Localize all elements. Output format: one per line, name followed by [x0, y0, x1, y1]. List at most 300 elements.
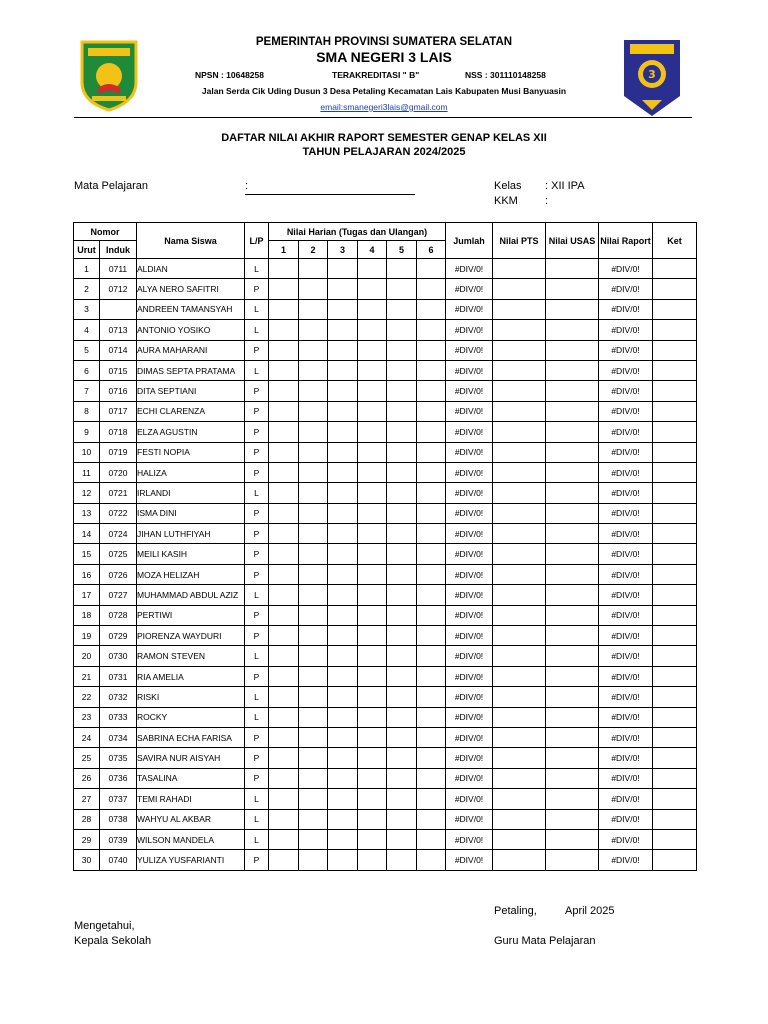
cell-harian-6[interactable] [417, 259, 446, 279]
cell-harian-6[interactable] [417, 850, 446, 870]
cell-nama: WILSON MANDELA [137, 829, 245, 849]
cell-harian-1[interactable] [269, 564, 299, 584]
cell-harian-1[interactable] [269, 789, 299, 809]
cell-harian-6[interactable] [417, 646, 446, 666]
cell-harian-3[interactable] [328, 299, 358, 319]
cell-harian-1[interactable] [269, 666, 299, 686]
cell-harian-3[interactable] [328, 524, 358, 544]
cell-urut: 9 [74, 422, 100, 442]
cell-harian-6[interactable] [417, 666, 446, 686]
cell-harian-1[interactable] [269, 483, 299, 503]
cell-harian-5[interactable] [387, 279, 417, 299]
cell-harian-4[interactable] [358, 727, 387, 747]
header-usas: Nilai USAS [546, 223, 599, 259]
cell-usas[interactable] [546, 503, 599, 523]
cell-harian-4[interactable] [358, 422, 387, 442]
cell-raport: #DIV/0! [599, 646, 653, 666]
cell-harian-3[interactable] [328, 320, 358, 340]
cell-ket[interactable] [653, 279, 697, 299]
cell-harian-2[interactable] [299, 748, 328, 768]
cell-pts[interactable] [493, 666, 546, 686]
school-address: Jalan Serda Cik Uding Dusun 3 Desa Petaling Kecamatan Lais Kabupaten Musi Banyuasin [201, 86, 567, 96]
cell-nama: RIA AMELIA [137, 666, 245, 686]
cell-usas[interactable] [546, 279, 599, 299]
cell-ket[interactable] [653, 768, 697, 788]
cell-harian-6[interactable] [417, 809, 446, 829]
cell-harian-6[interactable] [417, 727, 446, 747]
cell-harian-4[interactable] [358, 299, 387, 319]
cell-harian-3[interactable] [328, 809, 358, 829]
cell-harian-1[interactable] [269, 524, 299, 544]
cell-harian-2[interactable] [299, 483, 328, 503]
cell-harian-2[interactable] [299, 259, 328, 279]
cell-harian-6[interactable] [417, 707, 446, 727]
cell-harian-1[interactable] [269, 442, 299, 462]
cell-jumlah: #DIV/0! [446, 422, 493, 442]
cell-usas[interactable] [546, 809, 599, 829]
cell-pts[interactable] [493, 259, 546, 279]
cell-harian-2[interactable] [299, 524, 328, 544]
cell-ket[interactable] [653, 727, 697, 747]
cell-harian-3[interactable] [328, 483, 358, 503]
school-email[interactable]: email:smanegeri3lais@gmail.com [320, 102, 448, 112]
cell-harian-1[interactable] [269, 462, 299, 482]
cell-harian-5[interactable] [387, 442, 417, 462]
cell-usas[interactable] [546, 564, 599, 584]
cell-ket[interactable] [653, 360, 697, 380]
cell-usas[interactable] [546, 646, 599, 666]
cell-usas[interactable] [546, 299, 599, 319]
cell-harian-3[interactable] [328, 360, 358, 380]
cell-harian-5[interactable] [387, 483, 417, 503]
cell-ket[interactable] [653, 299, 697, 319]
cell-harian-6[interactable] [417, 524, 446, 544]
cell-harian-5[interactable] [387, 340, 417, 360]
cell-pts[interactable] [493, 646, 546, 666]
cell-urut: 23 [74, 707, 100, 727]
cell-pts[interactable] [493, 483, 546, 503]
cell-usas[interactable] [546, 360, 599, 380]
cell-harian-1[interactable] [269, 299, 299, 319]
cell-usas[interactable] [546, 524, 599, 544]
cell-harian-5[interactable] [387, 381, 417, 401]
cell-harian-2[interactable] [299, 401, 328, 421]
cell-harian-1[interactable] [269, 809, 299, 829]
cell-harian-5[interactable] [387, 259, 417, 279]
cell-harian-6[interactable] [417, 340, 446, 360]
cell-harian-5[interactable] [387, 299, 417, 319]
cell-harian-4[interactable] [358, 809, 387, 829]
cell-harian-3[interactable] [328, 789, 358, 809]
cell-pts[interactable] [493, 462, 546, 482]
cell-harian-6[interactable] [417, 564, 446, 584]
cell-usas[interactable] [546, 544, 599, 564]
cell-harian-2[interactable] [299, 564, 328, 584]
cell-harian-1[interactable] [269, 279, 299, 299]
table-row [74, 259, 697, 279]
cell-pts[interactable] [493, 299, 546, 319]
cell-ket[interactable] [653, 524, 697, 544]
cell-harian-6[interactable] [417, 299, 446, 319]
cell-ket[interactable] [653, 626, 697, 646]
cell-harian-1[interactable] [269, 381, 299, 401]
cell-harian-6[interactable] [417, 585, 446, 605]
cell-harian-5[interactable] [387, 524, 417, 544]
cell-harian-2[interactable] [299, 809, 328, 829]
cell-harian-5[interactable] [387, 707, 417, 727]
cell-harian-4[interactable] [358, 544, 387, 564]
cell-harian-2[interactable] [299, 707, 328, 727]
cell-harian-2[interactable] [299, 503, 328, 523]
cell-usas[interactable] [546, 401, 599, 421]
cell-harian-4[interactable] [358, 850, 387, 870]
cell-harian-5[interactable] [387, 585, 417, 605]
cell-harian-4[interactable] [358, 666, 387, 686]
cell-ket[interactable] [653, 259, 697, 279]
cell-harian-3[interactable] [328, 768, 358, 788]
cell-harian-3[interactable] [328, 605, 358, 625]
cell-harian-6[interactable] [417, 320, 446, 340]
cell-harian-2[interactable] [299, 279, 328, 299]
cell-ket[interactable] [653, 401, 697, 421]
cell-ket[interactable] [653, 829, 697, 849]
cell-harian-3[interactable] [328, 503, 358, 523]
cell-raport: #DIV/0! [599, 809, 653, 829]
cell-harian-3[interactable] [328, 850, 358, 870]
cell-harian-1[interactable] [269, 829, 299, 849]
cell-usas[interactable] [546, 442, 599, 462]
cell-harian-6[interactable] [417, 422, 446, 442]
cell-ket[interactable] [653, 585, 697, 605]
cell-harian-1[interactable] [269, 422, 299, 442]
cell-pts[interactable] [493, 279, 546, 299]
cell-harian-2[interactable] [299, 646, 328, 666]
cell-harian-3[interactable] [328, 259, 358, 279]
cell-pts[interactable] [493, 748, 546, 768]
cell-harian-5[interactable] [387, 809, 417, 829]
cell-harian-6[interactable] [417, 768, 446, 788]
cell-harian-3[interactable] [328, 442, 358, 462]
cell-harian-5[interactable] [387, 360, 417, 380]
cell-usas[interactable] [546, 340, 599, 360]
cell-harian-3[interactable] [328, 279, 358, 299]
cell-harian-3[interactable] [328, 666, 358, 686]
cell-pts[interactable] [493, 503, 546, 523]
cell-harian-1[interactable] [269, 503, 299, 523]
cell-harian-5[interactable] [387, 503, 417, 523]
cell-ket[interactable] [653, 462, 697, 482]
cell-harian-2[interactable] [299, 442, 328, 462]
cell-harian-4[interactable] [358, 462, 387, 482]
cell-harian-3[interactable] [328, 422, 358, 442]
table-row [74, 748, 697, 768]
cell-induk: 0714 [100, 340, 137, 360]
cell-harian-6[interactable] [417, 626, 446, 646]
cell-harian-3[interactable] [328, 401, 358, 421]
cell-usas[interactable] [546, 707, 599, 727]
cell-pts[interactable] [493, 544, 546, 564]
cell-pts[interactable] [493, 687, 546, 707]
cell-lp: P [245, 727, 269, 747]
cell-harian-4[interactable] [358, 687, 387, 707]
cell-ket[interactable] [653, 789, 697, 809]
cell-urut: 4 [74, 320, 100, 340]
cell-harian-3[interactable] [328, 748, 358, 768]
cell-harian-2[interactable] [299, 544, 328, 564]
cell-harian-3[interactable] [328, 462, 358, 482]
cell-harian-4[interactable] [358, 483, 387, 503]
cell-harian-4[interactable] [358, 340, 387, 360]
cell-harian-3[interactable] [328, 727, 358, 747]
cell-ket[interactable] [653, 503, 697, 523]
cell-harian-5[interactable] [387, 401, 417, 421]
cell-harian-4[interactable] [358, 320, 387, 340]
svg-text:3: 3 [648, 68, 656, 81]
cell-raport: #DIV/0! [599, 544, 653, 564]
cell-harian-2[interactable] [299, 850, 328, 870]
cell-ket[interactable] [653, 381, 697, 401]
cell-lp: L [245, 320, 269, 340]
cell-harian-6[interactable] [417, 401, 446, 421]
cell-harian-5[interactable] [387, 727, 417, 747]
cell-pts[interactable] [493, 626, 546, 646]
cell-harian-5[interactable] [387, 626, 417, 646]
cell-harian-5[interactable] [387, 829, 417, 849]
cell-harian-1[interactable] [269, 259, 299, 279]
cell-ket[interactable] [653, 748, 697, 768]
cell-pts[interactable] [493, 605, 546, 625]
cell-pts[interactable] [493, 340, 546, 360]
cell-ket[interactable] [653, 340, 697, 360]
cell-harian-5[interactable] [387, 789, 417, 809]
cell-raport: #DIV/0! [599, 829, 653, 849]
cell-harian-6[interactable] [417, 789, 446, 809]
cell-harian-4[interactable] [358, 789, 387, 809]
cell-harian-2[interactable] [299, 585, 328, 605]
cell-pts[interactable] [493, 564, 546, 584]
cell-harian-5[interactable] [387, 666, 417, 686]
cell-ket[interactable] [653, 564, 697, 584]
cell-harian-1[interactable] [269, 687, 299, 707]
cell-harian-4[interactable] [358, 524, 387, 544]
cell-ket[interactable] [653, 544, 697, 564]
cell-harian-6[interactable] [417, 483, 446, 503]
cell-harian-6[interactable] [417, 462, 446, 482]
cell-harian-4[interactable] [358, 442, 387, 462]
cell-ket[interactable] [653, 646, 697, 666]
header-nomor: Nomor [74, 223, 137, 241]
cell-harian-3[interactable] [328, 381, 358, 401]
cell-harian-4[interactable] [358, 360, 387, 380]
cell-harian-3[interactable] [328, 626, 358, 646]
cell-harian-4[interactable] [358, 768, 387, 788]
cell-usas[interactable] [546, 666, 599, 686]
cell-harian-2[interactable] [299, 789, 328, 809]
header-pts: Nilai PTS [493, 223, 546, 259]
cell-pts[interactable] [493, 850, 546, 870]
cell-harian-3[interactable] [328, 646, 358, 666]
cell-harian-1[interactable] [269, 585, 299, 605]
cell-harian-4[interactable] [358, 646, 387, 666]
cell-harian-2[interactable] [299, 360, 328, 380]
cell-usas[interactable] [546, 320, 599, 340]
cell-harian-4[interactable] [358, 564, 387, 584]
cell-harian-2[interactable] [299, 687, 328, 707]
cell-usas[interactable] [546, 850, 599, 870]
cell-harian-2[interactable] [299, 299, 328, 319]
cell-harian-1[interactable] [269, 727, 299, 747]
cell-usas[interactable] [546, 748, 599, 768]
header-raport: Nilai Raport [599, 223, 653, 259]
cell-harian-4[interactable] [358, 585, 387, 605]
cell-harian-1[interactable] [269, 544, 299, 564]
cell-ket[interactable] [653, 422, 697, 442]
cell-harian-4[interactable] [358, 381, 387, 401]
cell-harian-3[interactable] [328, 564, 358, 584]
subject-field[interactable] [245, 180, 415, 195]
cell-ket[interactable] [653, 687, 697, 707]
cell-harian-5[interactable] [387, 687, 417, 707]
cell-harian-6[interactable] [417, 544, 446, 564]
cell-harian-5[interactable] [387, 748, 417, 768]
cell-harian-1[interactable] [269, 401, 299, 421]
cell-pts[interactable] [493, 707, 546, 727]
cell-ket[interactable] [653, 483, 697, 503]
cell-harian-4[interactable] [358, 401, 387, 421]
cell-ket[interactable] [653, 809, 697, 829]
cell-harian-4[interactable] [358, 748, 387, 768]
cell-harian-3[interactable] [328, 585, 358, 605]
cell-harian-4[interactable] [358, 279, 387, 299]
cell-pts[interactable] [493, 524, 546, 544]
cell-harian-6[interactable] [417, 279, 446, 299]
cell-ket[interactable] [653, 442, 697, 462]
cell-pts[interactable] [493, 829, 546, 849]
cell-harian-2[interactable] [299, 462, 328, 482]
cell-harian-4[interactable] [358, 259, 387, 279]
cell-harian-5[interactable] [387, 544, 417, 564]
cell-harian-3[interactable] [328, 707, 358, 727]
cell-usas[interactable] [546, 462, 599, 482]
cell-harian-2[interactable] [299, 320, 328, 340]
cell-harian-1[interactable] [269, 340, 299, 360]
cell-harian-6[interactable] [417, 829, 446, 849]
cell-usas[interactable] [546, 483, 599, 503]
cell-raport: #DIV/0! [599, 748, 653, 768]
cell-ket[interactable] [653, 707, 697, 727]
cell-harian-3[interactable] [328, 544, 358, 564]
cell-harian-1[interactable] [269, 768, 299, 788]
cell-harian-1[interactable] [269, 748, 299, 768]
cell-pts[interactable] [493, 320, 546, 340]
cell-usas[interactable] [546, 381, 599, 401]
cell-harian-5[interactable] [387, 850, 417, 870]
cell-usas[interactable] [546, 422, 599, 442]
cell-pts[interactable] [493, 381, 546, 401]
cell-ket[interactable] [653, 666, 697, 686]
cell-harian-6[interactable] [417, 442, 446, 462]
cell-usas[interactable] [546, 585, 599, 605]
cell-pts[interactable] [493, 401, 546, 421]
cell-harian-3[interactable] [328, 829, 358, 849]
cell-harian-3[interactable] [328, 340, 358, 360]
cell-harian-4[interactable] [358, 829, 387, 849]
table-row [74, 687, 697, 707]
cell-harian-6[interactable] [417, 687, 446, 707]
cell-harian-6[interactable] [417, 605, 446, 625]
cell-harian-1[interactable] [269, 707, 299, 727]
cell-harian-6[interactable] [417, 360, 446, 380]
cell-usas[interactable] [546, 687, 599, 707]
cell-usas[interactable] [546, 829, 599, 849]
cell-harian-4[interactable] [358, 605, 387, 625]
cell-harian-5[interactable] [387, 320, 417, 340]
cell-pts[interactable] [493, 768, 546, 788]
cell-pts[interactable] [493, 422, 546, 442]
cell-harian-1[interactable] [269, 626, 299, 646]
cell-harian-5[interactable] [387, 646, 417, 666]
cell-usas[interactable] [546, 626, 599, 646]
cell-harian-2[interactable] [299, 768, 328, 788]
cell-harian-1[interactable] [269, 646, 299, 666]
cell-harian-6[interactable] [417, 748, 446, 768]
cell-harian-3[interactable] [328, 687, 358, 707]
cell-harian-2[interactable] [299, 381, 328, 401]
cell-harian-5[interactable] [387, 422, 417, 442]
cell-harian-5[interactable] [387, 462, 417, 482]
cell-harian-5[interactable] [387, 605, 417, 625]
cell-harian-5[interactable] [387, 768, 417, 788]
cell-harian-1[interactable] [269, 360, 299, 380]
cell-harian-2[interactable] [299, 626, 328, 646]
cell-harian-1[interactable] [269, 320, 299, 340]
cell-harian-6[interactable] [417, 381, 446, 401]
cell-pts[interactable] [493, 360, 546, 380]
cell-jumlah: #DIV/0! [446, 687, 493, 707]
cell-pts[interactable] [493, 442, 546, 462]
cell-pts[interactable] [493, 727, 546, 747]
cell-usas[interactable] [546, 259, 599, 279]
cell-harian-2[interactable] [299, 422, 328, 442]
sign-place: Petaling, [494, 905, 537, 917]
cell-nama: PIORENZA WAYDURI [137, 626, 245, 646]
cell-usas[interactable] [546, 727, 599, 747]
cell-harian-2[interactable] [299, 605, 328, 625]
cell-harian-5[interactable] [387, 564, 417, 584]
cell-harian-2[interactable] [299, 829, 328, 849]
cell-harian-4[interactable] [358, 707, 387, 727]
cell-pts[interactable] [493, 809, 546, 829]
cell-pts[interactable] [493, 585, 546, 605]
cell-harian-4[interactable] [358, 626, 387, 646]
cell-harian-1[interactable] [269, 605, 299, 625]
table-row [74, 320, 697, 340]
cell-harian-1[interactable] [269, 850, 299, 870]
cell-ket[interactable] [653, 850, 697, 870]
cell-usas[interactable] [546, 768, 599, 788]
cell-pts[interactable] [493, 789, 546, 809]
cell-harian-2[interactable] [299, 666, 328, 686]
cell-harian-2[interactable] [299, 727, 328, 747]
cell-harian-6[interactable] [417, 503, 446, 523]
cell-harian-4[interactable] [358, 503, 387, 523]
cell-harian-2[interactable] [299, 340, 328, 360]
cell-usas[interactable] [546, 789, 599, 809]
cell-usas[interactable] [546, 605, 599, 625]
cell-ket[interactable] [653, 605, 697, 625]
cell-ket[interactable] [653, 320, 697, 340]
table-row [74, 626, 697, 646]
